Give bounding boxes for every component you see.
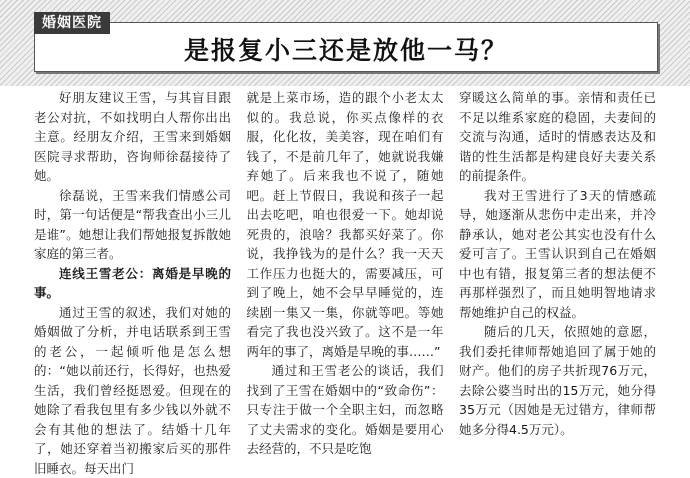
column-gutter [444, 88, 460, 432]
headline-box [34, 22, 658, 72]
subheading: 连线王雪老公：离婚是早晚的事。 [34, 264, 231, 303]
article-column-2 [247, 88, 444, 432]
paragraph: 随后的几天，依照她的意愿，我们委托律师帮她追回了属于她的财产。他们的房子共折现76万元，去除公婆当时出的15万元，她分得35万元（因她是无过错方，律师帮她多分得4.5万元）。 [459, 322, 656, 439]
article-column-3 [459, 88, 656, 432]
paragraph: 徐磊说，王雪来我们情感公司时，第一句话便是“帮我查出小三儿是谁”。她想让我们帮她报复拆散她家庭的第三者。 [34, 186, 231, 264]
headline: 是报复小三还是放他一马？ [184, 31, 508, 67]
paragraph: 我对王雪进行了3天的情感疏导，她逐渐从悲伤中走出来，并冷静承认，她对老公其实也没有什么爱可言了。王雪认识到自己在婚姻中也有错，报复第三者的想法便不再那样强烈了，而且她明智地请求帮她维护自己的权益。 [459, 186, 656, 323]
paragraph: 通过王雪的叙述，我们对她的婚姻做了分析，并电话联系到王雪的老公，一起倾听他是怎么想的：“她以前还行，长得好，也热爱生活，我们曾经挺恩爱。但现在的她除了看我包里有多少钱以外就不会有其他的想法了。结婚十几年了，她还穿着当初搬家后买的那件旧睡衣。每天出门 [34, 303, 231, 478]
paragraph: 好朋友建议王雪，与其盲目跟老公对抗，不如找明白人帮你出出主意。经朋友介绍，王雪来到婚姻医院寻求帮助，咨询师徐磊接待了她。 [34, 88, 231, 186]
article-column-1 [34, 88, 231, 432]
paragraph: 就是上菜市场，造的跟个小老太太似的。我总说，你买点像样的衣服，化化妆，美美容，现在咱们有钱了，不是前几年了，她就说我嫌弃她了。后来我也不说了，随她吧。赶上节假日，我说和孩子一起出去吃吧，咱也很爱一下。她却说死贵的，浪啥？我都买好菜了。你说，我挣钱为的是什么？我一天天工作压力也挺大的，需要减压，可到了晚上，她不会早早睡觉的，连续剧一集又一集，你就等吧。等她看完了我也没兴致了。这不是一年两年的事了，离婚是早晚的事……” [247, 88, 444, 361]
column-gutter [231, 88, 247, 432]
paragraph: 穿暖这么简单的事。亲情和责任已不足以维系家庭的稳固，夫妻间的交流与沟通，适时的情感表达及和谐的性生活都是构建良好夫妻关系的前提条件。 [459, 88, 656, 186]
article-body [34, 88, 656, 432]
section-tag: 婚姻医院 [34, 12, 110, 34]
paragraph: 通过和王雪老公的谈话，我们找到了王雪在婚姻中的“致命伤”：只专注于做一个全职主妇，而忽略了丈夫需求的变化。婚姻是要用心去经营的，不只是吃饱 [247, 361, 444, 459]
